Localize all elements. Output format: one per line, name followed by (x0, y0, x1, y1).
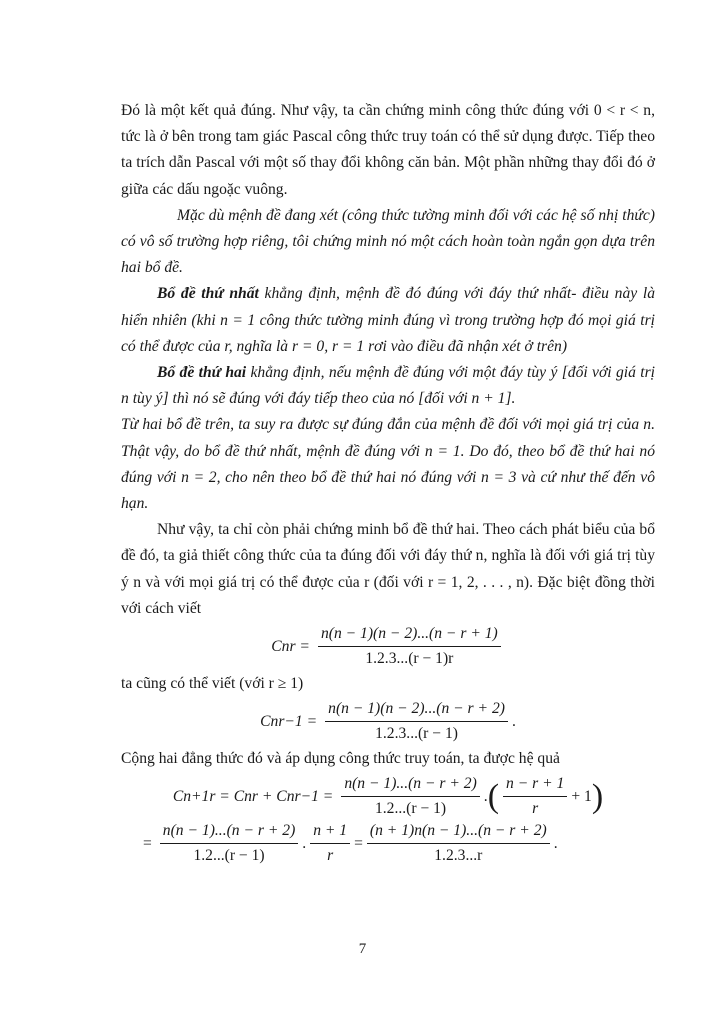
equation-4-numerator-2: n + 1 (310, 821, 350, 844)
equation-4-numerator-3: (n + 1)n(n − 1)...(n − r + 2) (367, 821, 550, 844)
intro-line-4: căn bản. Một phần những thay đổi đó ở giữa các dấu ngoặc vuông. (121, 154, 655, 198)
left-paren: ( (487, 777, 500, 815)
equation-2-denominator: 1.2.3...(r − 1) (375, 725, 458, 743)
equation-2-lhs: Cnr−1 = (260, 712, 318, 730)
paragraph-proof: Như vậy, ta chỉ còn phải chứng minh bổ đề thứ hai. Theo cách phát biểu của bổ đề đó, ta giả thiết công thức của ta đúng đối với đáy thứ n, nghĩa là đối với giá trị tùy ý n và với mọi giá trị có thể được của r (đối với r = 1, 2, . . . , n). Đặc biệt đồng thời với cách viết (121, 521, 655, 617)
equation-3-numerator-1: n(n − 1)...(n − r + 2) (341, 774, 479, 797)
quote-paragraph-1: Mặc dù mệnh đề đang xét (công thức tường minh đối với các hệ số nhị thức) có vô số trường hợp riêng, tôi chứng minh nó một cách hoàn toàn ngắn gọn dựa trên hai bổ đề. (121, 206, 655, 277)
equation-3 (121, 774, 655, 819)
equation-2 (121, 699, 655, 744)
equation-4-fraction-3 (367, 821, 550, 866)
equation-4-lhs: = (143, 834, 152, 852)
equation-1-denominator: 1.2.3...(r − 1)r (365, 650, 454, 668)
paragraph-sum: Cộng hai đẳng thức đó và áp dụng công thức truy toán, ta được hệ quả (121, 750, 560, 768)
equation-3-denominator-2: r (532, 800, 539, 818)
equation-1-fraction (318, 624, 501, 669)
lemma-1-text: khẳng định, mệnh đề đó đúng với đáy thứ nhất- điều này là hiển nhiên (khi n = 1 công thức tường minh đúng vì trong trường hợp đó mọi giá trị có thể được của r, nghĩa là r = 0, r = 1 rơi vào điều đã nhận xét ở trên) (121, 285, 655, 355)
paragraph-intro (121, 98, 655, 203)
body-text (121, 98, 655, 868)
equation-3-dot: . (483, 787, 488, 805)
right-paren: ) (591, 777, 604, 815)
intro-line-1: Đó là một kết quả đúng. Như vậy, ta cần chứng minh công thức đúng với (121, 102, 590, 119)
paragraph-also: ta cũng có thể viết (với r ≥ 1) (121, 675, 304, 693)
equation-4-fraction-1 (160, 821, 298, 866)
equation-1-lhs: Cnr = (271, 637, 310, 655)
equation-4-equals: = (354, 834, 363, 852)
lemma-1-paragraph (121, 281, 655, 360)
intro-line-2: 0 < r < n, tức là ở bên trong tam giác Pascal công thức truy toán có thể (121, 102, 655, 146)
equation-3-denominator-1: 1.2...(r − 1) (374, 800, 447, 818)
equation-1 (121, 624, 655, 669)
equation-4-denominator-3: 1.2.3...r (434, 847, 483, 865)
equation-1-numerator: n(n − 1)(n − 2)...(n − r + 1) (318, 624, 501, 647)
equation-4 (121, 821, 655, 866)
lemma-2-title: Bổ đề thứ hai (157, 364, 247, 382)
equation-2-numerator: n(n − 1)(n − 2)...(n − r + 2) (325, 699, 508, 722)
lemma-2-text: khẳng định, nếu mệnh đề đúng với một đáy tùy ý [đối với giá trị n tùy ý] thì nó sẽ đúng với đáy tiếp theo của nó [đối với n + 1]. (121, 364, 655, 408)
equation-4-tail: . (553, 834, 558, 852)
intro-line-3: sử dụng được. Tiếp theo ta trích dẫn Pascal với một số thay đổi không (121, 128, 655, 172)
equation-4-denominator-2: r (327, 847, 334, 865)
equation-3-plus: + 1 (571, 787, 592, 805)
equation-2-tail: . (511, 712, 516, 730)
lemma-2-paragraph (121, 360, 655, 412)
equation-3-numerator-2: n − r + 1 (503, 774, 567, 797)
equation-2-fraction (325, 699, 508, 744)
equation-4-dot: . (302, 834, 307, 852)
equation-4-fraction-2 (310, 821, 350, 866)
equation-3-fraction-2 (503, 774, 567, 819)
equation-3-lhs: Cn+1r = Cnr + Cnr−1 = (172, 787, 334, 805)
equation-4-numerator-1: n(n − 1)...(n − r + 2) (160, 821, 298, 844)
equation-4-denominator-1: 1.2...(r − 1) (193, 847, 265, 865)
page-number: 7 (358, 941, 367, 957)
equation-3-fraction-1 (341, 774, 479, 819)
quote-paragraph-4: Từ hai bổ đề trên, ta suy ra được sự đúng đắn của mệnh đề đối với mọi giá trị của n. Thật vậy, do bổ đề thứ nhất, mệnh đề đúng với n = 1. Do đó, theo bổ đề thứ hai nó đúng với n = 2, cho nên theo bổ đề thứ hai nó đúng với n = 3 và cứ như thế đến vô hạn. (121, 416, 655, 513)
lemma-1-title: Bổ đề thứ nhất (157, 285, 259, 303)
